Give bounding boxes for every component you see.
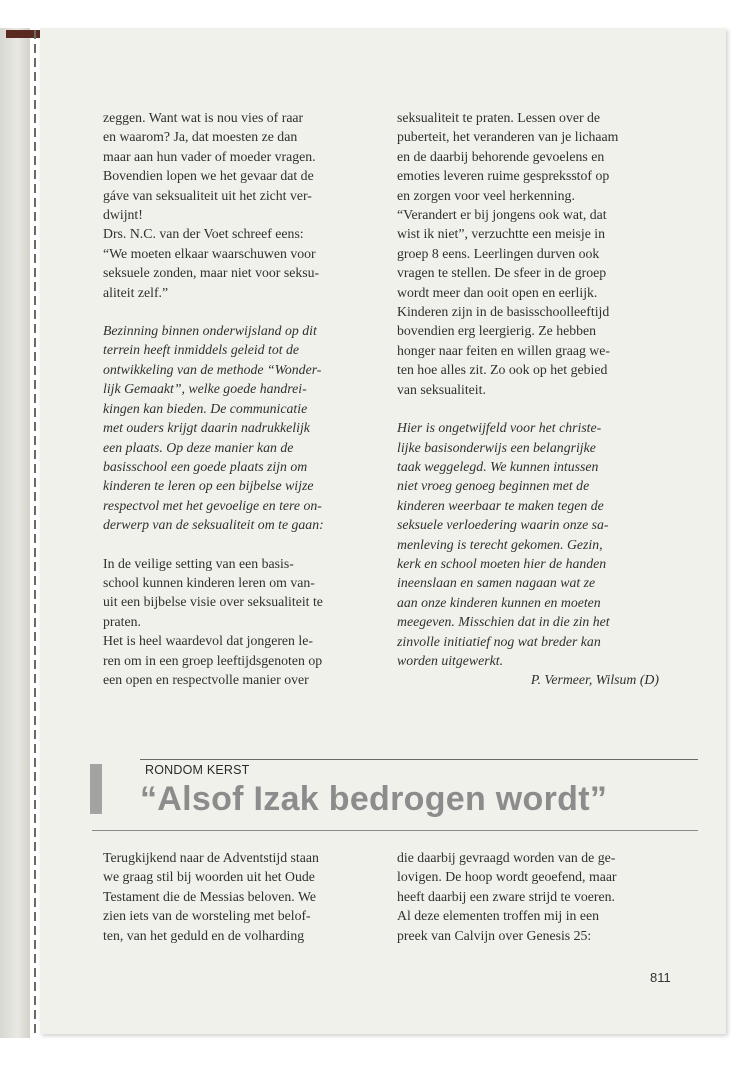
text-line: zeggen. Want wat is nou vies of raar xyxy=(103,110,304,125)
text-line: puberteit, het veranderen van je lichaam xyxy=(397,129,619,145)
spine-stitching xyxy=(34,30,36,1036)
text-line: aliteit zelf.” xyxy=(103,284,169,300)
text-line: heeft daarbij een zware strijd te voeren. xyxy=(397,888,615,904)
text-line: terrein heeft inmiddels geleid tot de xyxy=(103,342,300,358)
text-line: kinderen te leren op een bijbelse wijze xyxy=(103,478,314,494)
text-line: Hier is ongetwijfeld voor het christe- xyxy=(397,420,602,436)
text-line: kerk en school moeten hier de handen xyxy=(397,555,607,571)
text-line: kingen kan bieden. De communicatie xyxy=(103,400,308,416)
text-line: Het is heel waardevol dat jongeren le- xyxy=(103,633,313,649)
text-line: lovigen. De hoop wordt geoefend, maar xyxy=(397,869,617,885)
article2-right-column xyxy=(397,848,659,945)
text-line: en zorgen voor veel herkenning. xyxy=(397,187,575,203)
text-line: worden uitgewerkt. xyxy=(397,652,504,668)
section-label: RONDOM KERST xyxy=(145,763,250,777)
text-line: groep 8 eens. Leerlingen durven ook xyxy=(397,245,600,261)
text-line: school kunnen kinderen leren om van- xyxy=(103,574,315,590)
text-line: Al deze elementen troffen mij in een xyxy=(397,908,600,924)
headline-bottom-rule xyxy=(92,830,698,831)
text-line: dwijnt! xyxy=(103,207,143,223)
paragraph-gap xyxy=(103,302,365,321)
text-line: bovendien erg leergierig. Ze hebben xyxy=(397,323,597,339)
section-side-bar xyxy=(90,764,102,814)
text-line: preek van Calvijn over Genesis 25: xyxy=(397,927,592,943)
text-line: “Verandert er bij jongens ook wat, dat xyxy=(397,207,607,223)
text-line: een plaats. Op deze manier kan de xyxy=(103,439,294,455)
text-line: met ouders krijgt daarin nadrukkelijk xyxy=(103,420,310,436)
book-spine xyxy=(0,28,30,1038)
text-line: en de daarbij behorende gevoelens en xyxy=(397,148,605,164)
right-column xyxy=(397,108,659,690)
text-line: ren om in een groep leeftijdsgenoten op xyxy=(103,652,323,668)
text-line: een open en respectvolle manier over xyxy=(103,671,309,687)
article2-left-column xyxy=(103,848,365,945)
text-line: Kinderen zijn in de basisschoolleeftijd xyxy=(397,304,610,320)
text-line: derwerp van de seksualiteit om te gaan: xyxy=(103,517,324,533)
text-line: lijk Gemaakt”, welke goede handrei- xyxy=(103,381,307,397)
author-signature: P. Vermeer, Wilsum (D) xyxy=(530,672,659,688)
text-line: van seksualiteit. xyxy=(397,381,486,397)
text-line: gáve van seksualiteit uit het zicht ver- xyxy=(103,187,312,203)
text-line: Bovendien lopen we het gevaar dat de xyxy=(103,168,314,184)
page-number: 811 xyxy=(650,970,671,985)
text-line: ineenslaan en samen nagaan wat ze xyxy=(397,575,596,591)
section-top-rule xyxy=(140,759,698,760)
text-line: menleving is terecht gekomen. Gezin, xyxy=(397,536,603,552)
text-line: kinderen weerbaar te maken tegen de xyxy=(397,497,604,513)
magazine-page xyxy=(40,28,726,1034)
paragraph-gap xyxy=(103,535,365,554)
text-line: uit een bijbelse visie over seksualiteit te xyxy=(103,594,323,610)
text-line: lijke basisonderwijs een belangrijke xyxy=(397,439,596,455)
text-line: en waarom? Ja, dat moesten ze dan xyxy=(103,129,298,145)
text-line: meegeven. Misschien dat in die zin het xyxy=(397,614,610,630)
text-line: ontwikkeling van de methode “Wonder- xyxy=(103,361,322,377)
text-line: zien iets van de worsteling met belof- xyxy=(103,908,311,924)
article-headline: “Alsof Izak bedrogen wordt” xyxy=(140,780,608,818)
text-line: In de veilige setting van een basis- xyxy=(103,555,294,571)
text-line: we graag stil bij woorden uit het Oude xyxy=(103,869,315,885)
text-line: seksuele verloedering waarin onze sa- xyxy=(397,517,609,533)
text-line: emoties leveren ruime gespreksstof op xyxy=(397,168,610,184)
text-line: zinvolle initiatief nog wat breder kan xyxy=(397,633,601,649)
text-line: seksualiteit te praten. Lessen over de xyxy=(397,110,601,125)
text-line: maar aan hun vader of moeder vragen. xyxy=(103,148,316,164)
text-line: Testament die de Messias beloven. We xyxy=(103,888,316,904)
text-line: seksuele zonden, maar niet voor seksu- xyxy=(103,265,320,281)
text-line: taak weggelegd. We kunnen intussen xyxy=(397,458,599,474)
text-line: die daarbij gevraagd worden van de ge- xyxy=(397,850,616,865)
text-line: niet vroeg genoeg beginnen met de xyxy=(397,478,590,494)
text-line: Bezinning binnen onderwijsland op dit xyxy=(103,323,317,339)
text-line: Drs. N.C. van der Voet schreef eens: xyxy=(103,226,304,242)
text-line: ten, van het geduld en de volharding xyxy=(103,927,305,943)
text-line: basisschool een goede plaats zijn om xyxy=(103,458,308,474)
text-line: wordt meer dan ooit open en eerlijk. xyxy=(397,284,598,300)
text-line: “We moeten elkaar waarschuwen voor xyxy=(103,245,316,261)
text-line: praten. xyxy=(103,613,141,629)
text-line: aan onze kinderen kunnen en moeten xyxy=(397,594,601,610)
text-line: wist ik niet”, verzuchtte een meisje in xyxy=(397,226,606,242)
text-line: honger naar feiten en willen graag we- xyxy=(397,342,610,358)
paragraph-gap xyxy=(397,399,659,418)
text-line: respectvol met het gevoelige en tere on- xyxy=(103,497,322,513)
left-column xyxy=(103,108,365,689)
text-line: ten hoe alles zit. Zo ook op het gebied xyxy=(397,362,608,378)
text-line: Terugkijkend naar de Adventstijd staan xyxy=(103,850,319,865)
text-line: vragen te stellen. De sfeer in de groep xyxy=(397,265,607,281)
